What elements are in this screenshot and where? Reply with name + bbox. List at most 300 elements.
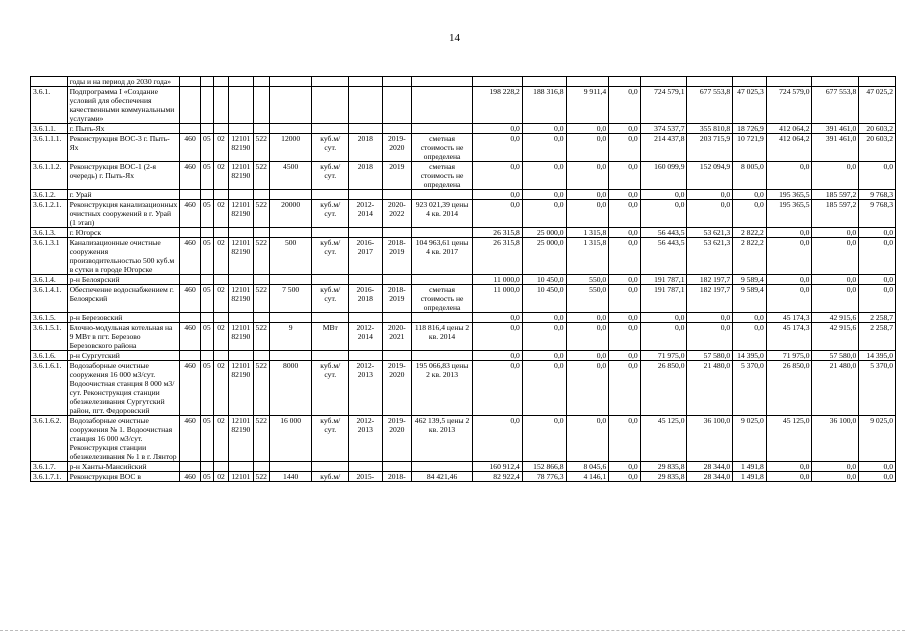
amount-cell: 391 461,0 [812,124,859,134]
pr-cell: 02 [213,323,228,351]
row-name-cell: р-н Ханты-Мансийский [67,462,180,472]
grbs-cell [180,87,200,124]
power-cell [269,462,312,472]
object-row [31,361,896,416]
grbs-cell: 460 [180,238,200,275]
amount-cell: 8 045,6 [566,462,609,472]
amount-cell [687,77,733,87]
row-name-cell: Блочно-модульная котельная на 9 МВт в пгт. Березово Березовского района [67,323,180,351]
row-code-cell: 3.6.1.1.2. [31,162,68,190]
power-cell [269,77,312,87]
amount-cell: 0,0 [473,416,523,462]
amount-cell: 0,0 [766,238,812,275]
row-name-cell: Реконструкция ВОС-1 (2-я очередь) г. Пыть-Ях [67,162,180,190]
row-name-cell: Реконструкция канализационных очистных сооружений в г. Урай (1 этап) [67,200,180,228]
amount-cell: 0,0 [566,351,609,361]
power-cell [269,228,312,238]
unit-cell: куб.м/ сут. [312,285,349,313]
amount-cell: 53 621,3 [687,238,733,275]
pr-cell [213,190,228,200]
unit-cell: куб.м/ сут. [312,200,349,228]
amount-cell: 0,0 [473,190,523,200]
rz-cell: 05 [200,285,213,313]
row-name-cell: р-н Сургутский [67,351,180,361]
amount-cell: 0,0 [609,190,641,200]
power-cell [269,124,312,134]
unit-cell: куб.м/ сут. [312,162,349,190]
grbs-cell: 460 [180,323,200,351]
amount-cell: 0,0 [609,87,641,124]
unit-cell: куб.м/ сут. [312,361,349,416]
subtotal-row [31,275,896,285]
cost-cell: сметная стоимость не определена [412,134,473,162]
amount-cell: 188 316,8 [522,87,566,124]
power-cell [269,87,312,124]
row-name-cell: Обеспечение водоснабжением г. Белоярский [67,285,180,313]
power-cell [269,190,312,200]
amount-cell: 0,0 [473,313,523,323]
power-cell: 20000 [269,200,312,228]
amount-cell: 0,0 [766,228,812,238]
pr-cell: 02 [213,416,228,462]
end-cell [382,313,411,323]
csr-cell [229,77,253,87]
cost-cell [412,313,473,323]
cost-cell [412,77,473,87]
amount-cell [859,77,896,87]
amount-cell: 36 100,0 [687,416,733,462]
amount-cell: 26 315,8 [473,228,523,238]
pr-cell [213,87,228,124]
pr-cell: 02 [213,361,228,416]
row-code-cell: 3.6.1.2.1. [31,200,68,228]
row-code-cell: 3.6.1.3.1 [31,238,68,275]
unit-cell: куб.м/ сут. [312,416,349,462]
amount-cell: 0,0 [766,275,812,285]
row-code-cell: 3.6.1. [31,87,68,124]
vr-cell [253,228,269,238]
row-code-cell: 3.6.1.4. [31,275,68,285]
amount-cell: 29 835,8 [640,472,687,482]
amount-cell: 0,0 [609,228,641,238]
start-cell [349,313,383,323]
vr-cell [253,124,269,134]
row-name-cell: р-н Белоярский [67,275,180,285]
rz-cell [200,313,213,323]
amount-cell: 0,0 [812,275,859,285]
csr-cell: 12101 82190 [229,285,253,313]
row-code-cell: 3.6.1.4.1. [31,285,68,313]
amount-cell: 45 125,0 [640,416,687,462]
amount-cell: 0,0 [473,134,523,162]
pr-cell: 02 [213,162,228,190]
start-cell [349,228,383,238]
amount-cell: 5 370,0 [859,361,896,416]
start-cell [349,275,383,285]
csr-cell [229,313,253,323]
unit-cell [312,87,349,124]
vr-cell: 522 [253,200,269,228]
amount-cell: 56 443,5 [640,228,687,238]
amount-cell: 0,0 [687,200,733,228]
power-cell [269,275,312,285]
amount-cell: 0,0 [733,313,767,323]
amount-cell: 0,0 [522,323,566,351]
grbs-cell [180,351,200,361]
unit-cell [312,124,349,134]
amount-cell: 9 768,3 [859,190,896,200]
power-cell [269,351,312,361]
end-cell [382,124,411,134]
amount-cell: 56 443,5 [640,238,687,275]
amount-cell: 0,0 [687,323,733,351]
power-cell [269,313,312,323]
vr-cell [253,462,269,472]
csr-cell [229,87,253,124]
amount-cell: 0,0 [859,462,896,472]
amount-cell: 0,0 [609,134,641,162]
subtotal-row [31,228,896,238]
amount-cell: 0,0 [522,190,566,200]
amount-cell: 0,0 [733,190,767,200]
amount-cell: 36 100,0 [812,416,859,462]
amount-cell: 0,0 [522,361,566,416]
amount-cell: 0,0 [522,351,566,361]
grbs-cell [180,462,200,472]
end-cell [382,87,411,124]
amount-cell: 14 395,0 [859,351,896,361]
cost-cell [412,462,473,472]
amount-cell: 9 911,4 [566,87,609,124]
csr-cell: 12101 82190 [229,134,253,162]
amount-cell: 45 174,3 [766,323,812,351]
rz-cell [200,124,213,134]
amount-cell: 160 912,4 [473,462,523,472]
start-cell [349,351,383,361]
amount-cell: 10 721,9 [733,134,767,162]
row-name-cell: г. Пыть-Ях [67,124,180,134]
row-name-cell: Реконструкция ВОС-3 г. Пыть-Ях [67,134,180,162]
row-name-cell: Водозаборные очистные сооружения № 1. Водоочистная станция 16 000 м3/сут. Реконструкция станции обезжелезивания № 1 в г. Лянтор [67,416,180,462]
amount-cell: 11 000,0 [473,275,523,285]
grbs-cell [180,77,200,87]
amount-cell: 20 603,2 [859,134,896,162]
subtotal-row [31,313,896,323]
cost-cell: 84 421,46 [412,472,473,482]
pr-cell: 02 [213,472,228,482]
vr-cell [253,275,269,285]
cost-cell: 195 066,83 цены 2 кв. 2013 [412,361,473,416]
amount-cell: 0,0 [609,313,641,323]
amount-cell: 152 866,8 [522,462,566,472]
cost-cell: 104 963,61 цены 4 кв. 2017 [412,238,473,275]
amount-cell: 0,0 [859,285,896,313]
amount-cell: 0,0 [859,228,896,238]
amount-cell: 677 553,8 [687,87,733,124]
cost-cell [412,124,473,134]
unit-cell [312,228,349,238]
row-name-cell: Реконструкция ВОС в [67,472,180,482]
amount-cell: 0,0 [566,416,609,462]
end-cell: 2019-2020 [382,361,411,416]
csr-cell: 12101 82190 [229,200,253,228]
amount-cell: 2 258,7 [859,323,896,351]
amount-cell: 0,0 [522,124,566,134]
power-cell: 7 500 [269,285,312,313]
unit-cell [312,313,349,323]
vr-cell: 522 [253,134,269,162]
amount-cell: 0,0 [566,361,609,416]
amount-cell: 9 589,4 [733,275,767,285]
amount-cell: 4 146,1 [566,472,609,482]
amount-cell: 0,0 [766,472,812,482]
amount-cell: 0,0 [566,190,609,200]
rz-cell [200,351,213,361]
unit-cell: куб.м/ [312,472,349,482]
amount-cell: 0,0 [566,134,609,162]
amount-cell: 0,0 [609,238,641,275]
object-row [31,416,896,462]
amount-cell: 0,0 [609,462,641,472]
amount-cell [733,77,767,87]
amount-cell: 374 537,7 [640,124,687,134]
end-cell: 2019-2020 [382,416,411,462]
vr-cell [253,190,269,200]
unit-cell [312,462,349,472]
object-row [31,134,896,162]
amount-cell: 0,0 [522,134,566,162]
power-cell: 9 [269,323,312,351]
cost-cell [412,275,473,285]
cost-cell: 462 139,5 цены 2 кв. 2013 [412,416,473,462]
amount-cell: 25 000,0 [522,228,566,238]
amount-cell: 21 480,0 [812,361,859,416]
csr-cell: 12101 [229,472,253,482]
amount-cell: 1 491,8 [733,472,767,482]
start-cell: 2012-2013 [349,416,383,462]
csr-cell [229,190,253,200]
grbs-cell: 460 [180,472,200,482]
rz-cell: 05 [200,472,213,482]
amount-cell: 29 835,8 [640,462,687,472]
amount-cell: 21 480,0 [687,361,733,416]
vr-cell: 522 [253,238,269,275]
amount-cell: 0,0 [473,124,523,134]
rz-cell: 05 [200,416,213,462]
amount-cell: 724 579,0 [766,87,812,124]
amount-cell: 0,0 [522,313,566,323]
amount-cell: 185 597,2 [812,200,859,228]
start-cell [349,124,383,134]
amount-cell: 0,0 [609,285,641,313]
pr-cell: 02 [213,285,228,313]
row-code-cell: 3.6.1.7.1. [31,472,68,482]
grbs-cell [180,190,200,200]
row-name-cell: г. Урай [67,190,180,200]
start-cell: 2018 [349,134,383,162]
start-cell [349,190,383,200]
amount-cell: 0,0 [812,285,859,313]
amount-cell: 1 315,8 [566,238,609,275]
amount-cell: 0,0 [609,351,641,361]
start-cell [349,87,383,124]
unit-cell [312,351,349,361]
row-code-cell: 3.6.1.5.1. [31,323,68,351]
power-cell: 8000 [269,361,312,416]
subtotal-row [31,124,896,134]
object-row [31,162,896,190]
rz-cell: 05 [200,238,213,275]
amount-cell: 26 850,0 [640,361,687,416]
grbs-cell: 460 [180,416,200,462]
cost-cell [412,190,473,200]
amount-cell: 0,0 [473,351,523,361]
power-cell: 1440 [269,472,312,482]
amount-cell [640,77,687,87]
row-code-cell: 3.6.1.6.1. [31,361,68,416]
row-code-cell: 3.6.1.6.2. [31,416,68,462]
amount-cell: 10 450,0 [522,275,566,285]
amount-cell: 82 922,4 [473,472,523,482]
amount-cell: 9 025,0 [733,416,767,462]
csr-cell [229,228,253,238]
amount-cell: 0,0 [812,228,859,238]
object-row [31,200,896,228]
pr-cell [213,228,228,238]
amount-cell: 20 603,2 [859,124,896,134]
csr-cell: 12101 82190 [229,238,253,275]
amount-cell: 0,0 [859,472,896,482]
amount-cell: 550,0 [566,275,609,285]
pr-cell [213,462,228,472]
amount-cell: 28 344,0 [687,472,733,482]
rz-cell: 05 [200,361,213,416]
subtotal-row [31,190,896,200]
rz-cell: 05 [200,134,213,162]
amount-cell: 0,0 [640,190,687,200]
amount-cell: 8 005,0 [733,162,767,190]
grbs-cell [180,313,200,323]
pr-cell [213,313,228,323]
unit-cell [312,77,349,87]
vr-cell: 522 [253,162,269,190]
amount-cell: 2 822,2 [733,238,767,275]
amount-cell: 0,0 [687,190,733,200]
start-cell: 2016-2017 [349,238,383,275]
amount-cell: 78 776,3 [522,472,566,482]
amount-cell: 14 395,0 [733,351,767,361]
amount-cell: 71 975,0 [766,351,812,361]
object-row [31,238,896,275]
amount-cell: 25 000,0 [522,238,566,275]
amount-cell: 0,0 [687,313,733,323]
amount-cell: 0,0 [566,313,609,323]
amount-cell: 191 787,1 [640,285,687,313]
amount-cell: 9 025,0 [859,416,896,462]
amount-cell: 2 258,7 [859,313,896,323]
unit-cell: куб.м/ сут. [312,134,349,162]
pr-cell [213,275,228,285]
continuation-row [31,77,896,87]
row-code-cell: 3.6.1.1.1. [31,134,68,162]
cost-cell [412,87,473,124]
amount-cell: 0,0 [566,323,609,351]
amount-cell: 11 000,0 [473,285,523,313]
amount-cell: 0,0 [566,162,609,190]
row-code-cell: 3.6.1.3. [31,228,68,238]
amount-cell: 0,0 [640,313,687,323]
grbs-cell: 460 [180,200,200,228]
amount-cell: 412 064,2 [766,124,812,134]
amount-cell: 412 064,2 [766,134,812,162]
amount-cell: 0,0 [522,162,566,190]
csr-cell [229,124,253,134]
amount-cell: 0,0 [522,200,566,228]
amount-cell: 182 197,7 [687,275,733,285]
vr-cell [253,87,269,124]
row-code-cell: 3.6.1.6. [31,351,68,361]
subtotal-row [31,87,896,124]
subtotal-row [31,462,896,472]
vr-cell [253,351,269,361]
row-name-cell: р-н Березовский [67,313,180,323]
rz-cell [200,87,213,124]
row-name-cell: г. Югорск [67,228,180,238]
amount-cell: 355 810,8 [687,124,733,134]
amount-cell: 0,0 [522,416,566,462]
row-name-cell: Подпрограмма I «Создание условий для обеспечения качественными коммунальными услугами» [67,87,180,124]
amount-cell: 0,0 [609,275,641,285]
amount-cell: 0,0 [609,124,641,134]
amount-cell: 724 579,1 [640,87,687,124]
amount-cell: 1 491,8 [733,462,767,472]
amount-cell: 195 365,5 [766,200,812,228]
start-cell: 2012-2013 [349,361,383,416]
object-row [31,323,896,351]
amount-cell: 0,0 [473,361,523,416]
amount-cell: 0,0 [640,200,687,228]
end-cell: 2019 [382,162,411,190]
subtotal-row [31,351,896,361]
amount-cell: 0,0 [566,124,609,134]
amount-cell: 9 589,4 [733,285,767,313]
power-cell: 12000 [269,134,312,162]
amount-cell: 0,0 [812,238,859,275]
pr-cell [213,351,228,361]
unit-cell: куб.м/ сут. [312,238,349,275]
amount-cell: 9 768,3 [859,200,896,228]
amount-cell: 391 461,0 [812,134,859,162]
grbs-cell: 460 [180,162,200,190]
amount-cell: 42 915,6 [812,323,859,351]
vr-cell: 522 [253,416,269,462]
amount-cell: 47 025,3 [733,87,767,124]
start-cell: 2018 [349,162,383,190]
amount-cell: 0,0 [859,162,896,190]
amount-cell: 0,0 [733,200,767,228]
vr-cell: 522 [253,472,269,482]
cost-cell [412,228,473,238]
vr-cell: 522 [253,361,269,416]
amount-cell: 42 915,6 [812,313,859,323]
amount-cell: 0,0 [609,472,641,482]
csr-cell [229,462,253,472]
rz-cell [200,77,213,87]
csr-cell: 12101 82190 [229,416,253,462]
cost-cell: 923 021,39 цены 4 кв. 2014 [412,200,473,228]
amount-cell: 0,0 [859,275,896,285]
amount-cell: 160 099,9 [640,162,687,190]
